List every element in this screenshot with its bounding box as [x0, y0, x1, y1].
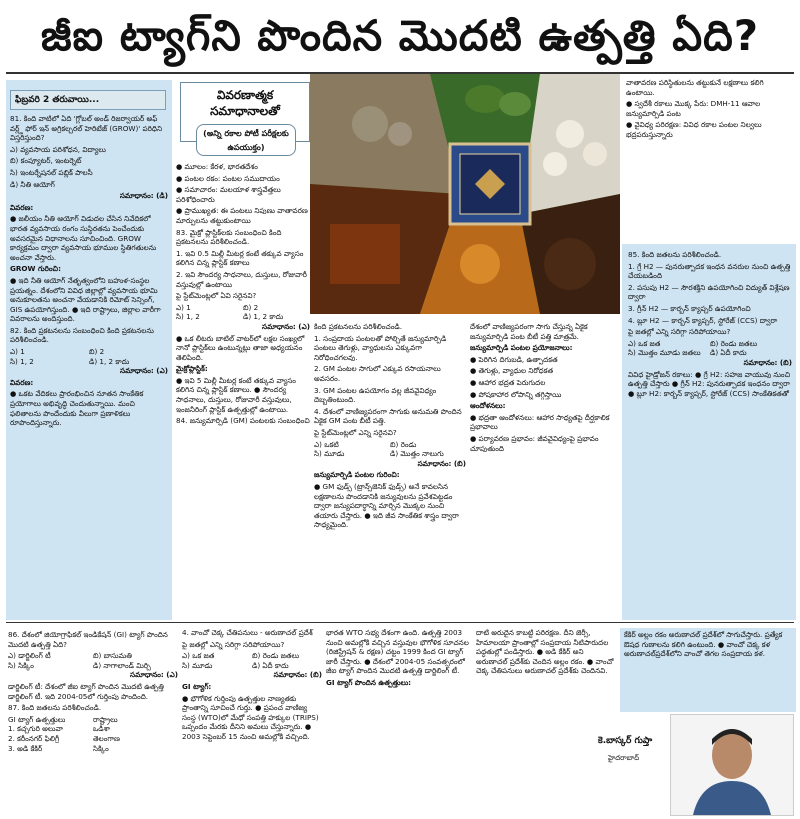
section-divider	[6, 622, 794, 623]
pair: 2. పసుపు H2 — సౌరశక్తిని ఉపయోగించి విద్యుత్ విశ్లేషణ ద్వారా	[628, 282, 790, 302]
option: ఎ) వ్యవసాయ పరిశోధన, విద్యాలు	[10, 144, 106, 154]
pair-4: 4. వాంచో చెక్క చేతిపనులు - అరుణాచల్ ప్రదేశ్	[182, 628, 313, 637]
answer-82: సమాధానం: (ఎ)	[120, 366, 168, 376]
gi-wto-text: భారత WTO సభ్య దేశంగా ఉంది. ఉత్పత్తి 2003 నుంచి అమల్లోకి వచ్చిన వస్తువుల భౌగోళిక సూచనల (రిజిస్ట్రేషన్ & రక్షణ) చట్టం 1999 కింద GI ట్యాగ్ జారీ చేస్తారు. ● దేశంలో 2004-05 సంవత్సరంలో జీఐ ట్యాగ్ పొందిన మొదటి ఉత్పత్తి డార్జిలింగ్ టీ.	[326, 628, 469, 676]
statement: 2. GM పంటల సాగులో ఎక్కువ రసాయనాలు అవసరం.	[314, 364, 441, 383]
bottom-column-2	[182, 628, 322, 816]
statement: 1. ఇవి 0.5 మిల్లీ మీటర్ల కంటే తక్కువ వ్యాసం కలిగిన చిన్న ప్లాస్టిక్ కణాలు	[176, 248, 304, 268]
col5-item: ● స్వదేశీ రకాలు మొక్క పేరు: DMH-11 ఆవాల జన్యుమార్పిడి పంట	[626, 99, 761, 118]
explanation-86: డార్జిలింగ్ టీ: దేశంలో జీఐ ట్యాగ్ పొందిన మొదటి ఉత్పత్తి డార్జిలింగ్ టీ. ఇది 2004-05లో గుర్తింపు పొందింది.	[8, 681, 164, 701]
question-86: 86. దేశంలో జియోగ్రాఫికల్ ఇండికేషన్ (GI) ట్యాగ్ పొందిన మొదటి ఉత్పత్తి ఏది?	[8, 630, 168, 649]
origin-item: ● ప్రాముఖ్యత: ఈ పంటలు నిపుణు వాతావరణ మార్పులను తట్టుకుంటాయి	[176, 206, 308, 225]
option: డి) ఏదీ కాదు	[710, 348, 747, 358]
column-3	[314, 322, 466, 618]
origin-item: ● సమాచారం: మలయాళ శాస్త్రవేత్తలు పరిశోధించారు	[176, 185, 281, 204]
advantage: ● పోషకాహార లోపాన్ని తగ్గిస్తాయి	[470, 389, 562, 399]
answer-81: సమాధానం: (డి)	[119, 191, 168, 201]
col5-item: ● వైవిధ్య పరిరక్షణ: వివిధ రకాల పంటల నిల్వలు భద్రపరుస్తున్నారు	[626, 120, 762, 139]
option: ఎ) ఒకటి	[314, 439, 339, 449]
column-5-intro: వాతావరణ పరిస్థితులను తట్టుకునే లక్షణాలు కలిగి ఉంటాయి.	[626, 78, 764, 97]
option: సి) మూడు	[314, 449, 345, 459]
option: బి) 2	[89, 347, 105, 357]
collage-image	[310, 74, 620, 314]
question-84-options	[314, 440, 466, 459]
question-87-options	[182, 651, 322, 670]
statement: 4. దేశంలో వాణిజ్యపరంగా సాగుకు అనుమతి పొందిన ఏకైక GM పంట బీటీ పత్తి.	[314, 406, 462, 426]
option: ఎ) ఒక జత	[182, 651, 215, 661]
statement: 3. GM పంటల ఉపయోగం వల్ల జీవవైవిధ్యం దెబ్బతింటుంది.	[314, 385, 437, 405]
gi-products-text: దాటి అరుదైన కాబట్టి పరిరక్షణ. దీని జెర్సీ, హిమాలయా ప్రాంతాల్లో సంప్రదాయ నీటిపారుదల పద్ధతుల్లో పండిస్తారు. ● అడి కేకిర్ అని అరుణాచల్ ప్రదేశ్‌కు చెందిన అల్లం రకం. ● వాంచో చెక్క చేతిపనులు అరుణాచల్ ప్రదేశ్‌కు చెందినవి.	[476, 628, 614, 676]
statement: 2. ఇవి సౌందర్య సాధనాలు, దుస్తులు, రోజువారీ వస్తువుల్లో ఉంటాయి	[176, 269, 307, 289]
option: ఎ) డార్జిలింగ్ టీ	[8, 651, 51, 661]
column-1	[10, 112, 168, 618]
option: ఎ) 1	[176, 302, 191, 312]
page-headline: జీఐ ట్యాగ్‌ని పొందిన మొదటి ఉత్పత్తి ఏది?	[40, 11, 760, 60]
option: బి) రెండు	[390, 439, 417, 449]
concern: ● భద్రతా ఆందోళనలు: ఆహార సాధ్యతపై దీర్ఘకాలిక ప్రభావాలు	[470, 412, 610, 432]
origin-item: ● పంటల రకం: పంటల సముదాయం	[176, 173, 280, 183]
author-portrait-icon	[671, 715, 793, 815]
feature-title-box: వివరణాత్మక సమాధానాలతో	[180, 82, 310, 142]
statement: 1. సంప్రదాయ పంటలతో పోల్చితే జన్యుమార్పిడి పంటలు తెగుళ్లు, వ్యాధులను ఎక్కువగా నిరోధించగలవు.	[314, 333, 447, 362]
gm-text: ● GM ఫుడ్స్ (ట్రాన్స్‌జెనిక్ ఫుడ్స్) అనే కావలసిన లక్షణాలను పొందడానికి జన్యువులను ప్రవేశపెట్టడం ద్వారా జన్యుపదార్థాన్ని మార్చిన మొక్కల నుంచి తయారు చేస్తారు. ● ఇది జీవ సాంకేతిక శాస్త్రం ద్వారా సాధ్యమైంది.	[314, 481, 459, 530]
question-85-prompt: పై జతల్లో ఎన్ని సరిగ్గా సరిపోయాయి?	[628, 327, 731, 337]
answer-86: సమాధానం: (ఎ)	[130, 670, 178, 680]
option: డి) ఏదీ కాదు	[252, 660, 289, 670]
bottom-column-1	[8, 628, 178, 816]
option: డి) నాగాలాండ్ మిర్చి	[93, 660, 151, 670]
question-85-options	[628, 339, 792, 358]
advantage: ● తెగుళ్లు, వ్యాధుల నిరోధకత	[470, 366, 554, 376]
author-city: హైదరాబాద్	[608, 754, 640, 762]
explanation-label: వివరణ:	[10, 377, 34, 387]
option: సి) ఇంటర్నేషనల్ పబ్లిక్ పాలసీ	[10, 167, 93, 177]
question-82: 82. కింది ప్రకటనలను సంబంధించి కింది ప్రకటనలను పరిశీలించండి.	[10, 325, 154, 345]
bottom-column-4	[476, 628, 616, 816]
option: సి) 1, 2	[10, 356, 34, 366]
concern: ● పర్యావరణ ప్రభావం: జీవవైవిధ్యంపై ప్రభావం చూపుతుంది	[470, 433, 599, 453]
gi-heading: GI ట్యాగ్:	[182, 681, 212, 691]
gm-heading: జన్యుమార్పిడి పంటల గురించి:	[314, 470, 400, 480]
option: డి) 1, 2 కాదు	[243, 312, 284, 322]
option: బి) 2	[243, 302, 259, 312]
question-84: 84. జన్యుమార్పిడి (GM) పంటలకు సంబంధించి	[176, 416, 310, 426]
question-82-options	[10, 347, 168, 366]
bottom-column-5	[624, 630, 792, 710]
column-4	[470, 322, 618, 618]
gi-products-heading: GI ట్యాగ్ పొందిన ఉత్పత్తులు:	[326, 677, 412, 687]
gi-products-text-2: కేకిర్ అల్లం రకం అరుణాచల్ ప్రదేశ్‌లో సాగుచేస్తారు. ప్రత్యేక ఔషధ గుణాలను కలిగి ఉంటుంది. ● వాంచో చెక్క కళ అరుణాచల్‌ప్రదేశ్‌లోని వాంచో తెగల సంప్రదాయ కళ.	[624, 630, 783, 659]
grow-text: ● ఇది నీతి ఆయోగ్ నేతృత్వంలోని బహుళ-సంస్థల ప్రయత్నం. దేశంలోని వివిధ జిల్లాల్లో వ్యవసాయ భూమి అనుకూలతను అంచనా వేయడానికి రిమోట్ సెన్సింగ్, GIS ఉపయోగిస్తుంది. ● ఇది రాష్ట్రాలు, జిల్లాల వారీగా వివరాలను అందిస్తుంది.	[10, 275, 161, 324]
gi-text: ● భౌగోళిక గుర్తింపు ఉత్పత్తుల నాణ్యతకు ప్రాంతాన్ని సూచించే గుర్తు. ● ప్రపంచ వాణిజ్య సంస్థ (WTO)లో మేధో సంపత్తి హక్కుల (TRIPS) ఒప్పందం మేరకు దీనిని అమలు చేస్తున్నారు. ● 2003 సెప్టెంబర్ 15 నుంచి అమల్లోకి వచ్చింది.	[182, 693, 319, 741]
gi-products-collage	[310, 74, 620, 314]
advantages-heading: జన్యుమార్పిడి పంటల ప్రయోజనాలు:	[470, 343, 573, 353]
question-83-options	[176, 303, 310, 322]
pair: 4. బ్లూ H2 — కార్బన్ క్యాప్చర్, స్టోరేజ్ (CCS) ద్వారా	[628, 315, 778, 325]
advantage: ● ఆహార భద్రత పెరుగుదల	[470, 377, 546, 387]
answer-83: సమాధానం: (ఎ)	[262, 321, 310, 331]
option: బి) రెండు జతలు	[710, 338, 758, 348]
question-81-options	[10, 145, 168, 189]
advantage: ● పెరిగిన దిగుబడి, ఉత్పాదకత	[470, 354, 558, 364]
answer-87: సమాధానం: (బి)	[273, 670, 322, 680]
option: సి) సిక్కిం	[8, 660, 34, 670]
explanation-82: ● ఒకట వేదికలు ప్రారంభించిన నూతన సాంకేతిక ప్రయోగాలు అభివృద్ధి చెందుతున్నాయి. మంచి ఫలితాలను పొందేందుకు వీలుగా ప్రణాళికలు రూపొందిస్తున్నారు.	[10, 389, 144, 428]
question-84-intro: కింది ప్రకటనలను పరిశీలించండి.	[314, 322, 403, 331]
option: ఎ) 1	[10, 347, 25, 357]
pair: 1. గ్రే H2 — పునరుత్పాదక ఇంధన వనరుల నుంచి ఉత్పత్తి చేయబడింది	[628, 261, 791, 281]
bottom-column-3	[326, 628, 472, 816]
option: ఎ) ఒక జత	[628, 338, 661, 348]
microplastic-heading: మైక్రోప్లాస్టిక్:	[176, 364, 208, 374]
explanation-81: ● జలీయం నీతి ఆయోగ్ విడుదల చేసిన నివేదికలో భారత వ్యవసాయ రంగం సుస్థిరతను పెంచేందుకు అవసరమైన విధానాలను సూచించింది. GROW కార్యక్రమం ద్వారా వ్యవసాయ భూముల స్థితిగతులను అంచనా వేస్తారు.	[10, 214, 157, 262]
question-85: 85. కింది జతలను పరిశీలించండి.	[628, 250, 722, 259]
option: బి) బాసుమతి	[93, 651, 132, 661]
gm-intro: దేశంలో వాణిజ్యపరంగా సాగు చేస్తున్న ఏకైక జన్యుమార్పిడి పంట బీటీ పత్తి మాత్రమే.	[470, 322, 588, 341]
explanation-83: ● ఒక లీటరు బాటిల్ వాటర్‌లో లక్షల సంఖ్యలో నానో ప్లాస్టిక్‌లు ఉంటున్నట్లు తాజా అధ్యయనం తెలిపింది.	[176, 333, 305, 362]
question-83-prompt: పై స్టేట్‌మెంట్లలో ఏవి సరైనవి?	[176, 291, 257, 301]
question-84-prompt: పై స్టేట్‌మెంట్లలో ఎన్ని సరైనవి?	[314, 427, 397, 437]
option: సి) మొత్తం మూడు జతలు	[628, 348, 701, 358]
author-name: కె.బాస్కర్ గుప్తా	[598, 736, 653, 746]
pair: 3. గ్రీన్ H2 — కార్బన్ క్యాప్చర్ ఉపయోగించి	[628, 303, 751, 313]
answer-84: సమాధానం: (బి)	[417, 458, 466, 468]
answer-85: సమాధానం: (బి)	[743, 357, 792, 367]
option: బి) రెండు జతలు	[252, 651, 300, 661]
option: డి) 1, 2 కాదు	[89, 356, 130, 366]
question-83: 83. మైక్రో ప్లాస్టిక్‌లకు సంబంధించి కింది ప్రకటనలను పరిశీలించండి.	[176, 227, 282, 247]
option: డి) నీతి ఆయోగ్	[10, 179, 55, 189]
option: డి) మొత్తం నాలుగు	[390, 449, 444, 459]
microplastic-text: ● ఇవి 5 మిల్లీ మీటర్ల కంటే తక్కువ వ్యాసం కలిగిన చిన్న ప్లాస్టిక్ కణాలు. ● సౌందర్య సాధనాలు, దుస్తులు, రోజువారీ వస్తువులు, ఇంజనీరింగ్ ప్లాస్టిక్ ఉత్పత్తుల్లో ఉంటాయి.	[176, 375, 296, 414]
explanation-85: వివిధ హైడ్రోజన్ రకాలు: ● గ్రే H2: సహజ వాయువు నుంచి ఉత్పత్తి చేస్తారు ● గ్రీన్ H2: పునరుత్పాదక ఇంధనం ద్వారా ● బ్లూ H2: కార్బన్ క్యాప్చర్, స్టోరేజ్ (CCS) సాంకేతికతతో	[628, 369, 791, 398]
author-photo	[670, 714, 794, 816]
feature-subtitle-box: (అన్ని రకాల పోటీ పరీక్షలకు ఉపయుక్తం)	[196, 124, 296, 156]
option: బి) కంప్యూటర్, ఇంటర్నెట్	[10, 156, 82, 166]
column-5	[628, 248, 792, 616]
grow-heading: GROW గురించి:	[10, 264, 61, 274]
question-87-pairs: GI ట్యాగ్ ఉత్పత్తులు రాష్ట్రాలు 1. కచ్చగురి అలువా ఒడిశా 2. కరీంనగర్ ఫిలిగ్రీ తెలంగాణ 3. అడి కేకిర్ సిక్కిం	[8, 714, 120, 753]
origin-item: ● మూలం: కేరళ, భారతదేశం	[176, 162, 258, 171]
option: సి) మూడు	[182, 660, 213, 670]
concerns-heading: ఆందోళనలు:	[470, 401, 506, 411]
question-81: 81. కింది వాటిలో ఏది 'గ్లోబల్ అండ్ రిజర్వాయర్ అఫ్ వర్ల్డ్ ఫోర్ ఇన్ అగ్రికల్చరల్ హెరిటేజ్ (GROW)' పరిధిని విస్తరిస్తుంది?	[10, 114, 163, 143]
question-87-prompt: పై జతల్లో ఎన్ని సరిగ్గా సరిపోయాయి?	[182, 639, 285, 649]
column-2	[176, 162, 310, 618]
continued-tag: ఫిబ్రవరి 2 తరువాయి...	[10, 90, 166, 110]
column-5-top	[626, 78, 794, 238]
option: సి) 1, 2	[176, 312, 200, 322]
question-86-options	[8, 651, 178, 670]
explanation-label: వివరణ:	[10, 202, 34, 212]
question-87: 87. కింది జతలను పరిశీలించండి.	[8, 703, 102, 713]
